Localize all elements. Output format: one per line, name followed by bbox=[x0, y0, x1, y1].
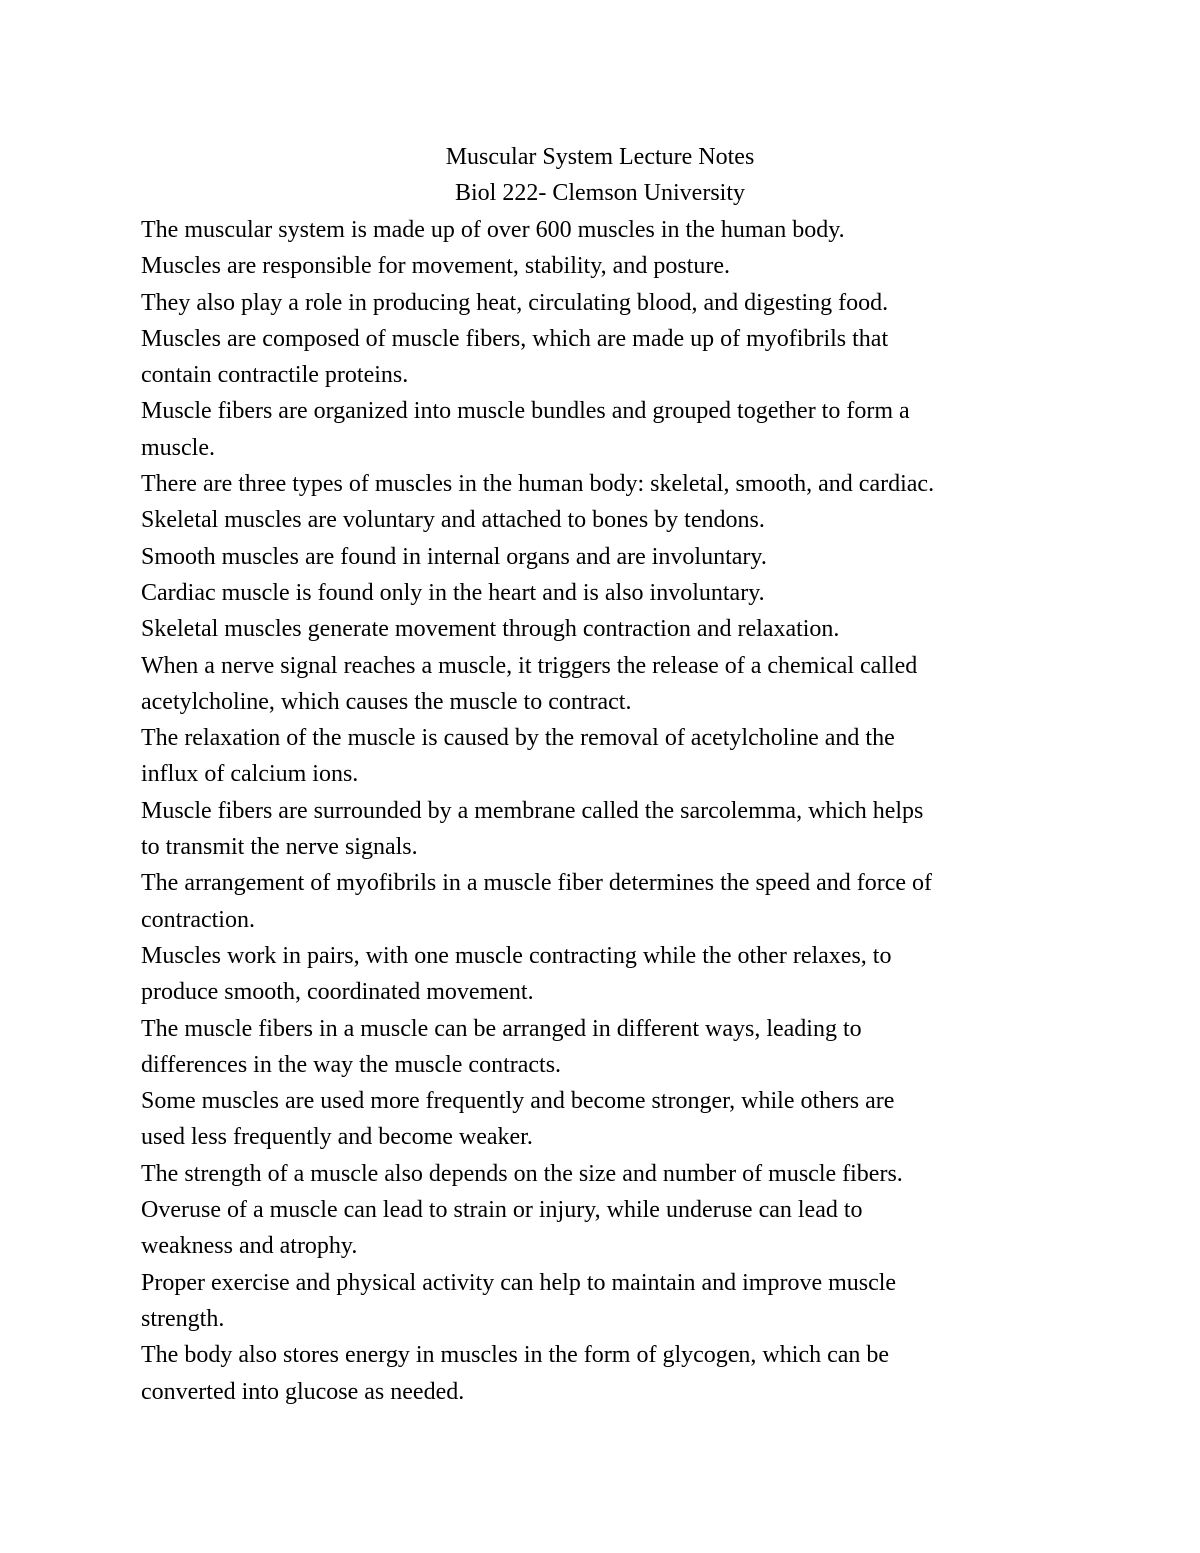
body-text-line: Muscles work in pairs, with one muscle contracting while the other relaxes, to bbox=[141, 942, 892, 969]
body-text-line: When a nerve signal reaches a muscle, it triggers the release of a chemical called bbox=[141, 652, 918, 679]
body-text-line: There are three types of muscles in the human body: skeletal, smooth, and cardiac. bbox=[141, 471, 935, 498]
body-text-line: produce smooth, coordinated movement. bbox=[141, 979, 534, 1006]
body-text-line: The muscle fibers in a muscle can be arranged in different ways, leading to bbox=[141, 1015, 862, 1042]
body-text-line: used less frequently and become weaker. bbox=[141, 1124, 533, 1151]
body-text-line: Muscles are composed of muscle fibers, which are made up of myofibrils that bbox=[141, 325, 889, 352]
body-text-line: contain contractile proteins. bbox=[141, 362, 409, 389]
body-text-line: Cardiac muscle is found only in the heart and is also involuntary. bbox=[141, 579, 765, 606]
body-text-line: contraction. bbox=[141, 906, 255, 933]
document-subtitle: Biol 222- Clemson University bbox=[455, 180, 745, 207]
body-text-line: differences in the way the muscle contracts. bbox=[141, 1051, 562, 1078]
body-text-line: Smooth muscles are found in internal organs and are involuntary. bbox=[141, 543, 767, 570]
body-text-line: The strength of a muscle also depends on the size and number of muscle fibers. bbox=[141, 1160, 903, 1187]
body-text-line: Some muscles are used more frequently and become stronger, while others are bbox=[141, 1088, 895, 1115]
body-text-line: muscle. bbox=[141, 434, 215, 461]
document-body bbox=[141, 212, 1061, 1410]
body-text-line: weakness and atrophy. bbox=[141, 1233, 358, 1260]
body-text-line: They also play a role in producing heat, circulating blood, and digesting food. bbox=[141, 289, 889, 316]
body-text-line: Skeletal muscles are voluntary and attached to bones by tendons. bbox=[141, 507, 765, 534]
document-header bbox=[0, 139, 1200, 212]
body-text-line: acetylcholine, which causes the muscle to contract. bbox=[141, 688, 632, 715]
body-text-line: converted into glucose as needed. bbox=[141, 1378, 465, 1405]
body-text-line: influx of calcium ions. bbox=[141, 761, 359, 788]
body-text-line: The muscular system is made up of over 600 muscles in the human body. bbox=[141, 217, 845, 243]
body-text-line: The arrangement of myofibrils in a muscle fiber determines the speed and force of bbox=[141, 870, 933, 897]
body-text-line: Proper exercise and physical activity can help to maintain and improve muscle bbox=[141, 1269, 897, 1296]
body-text-line: The body also stores energy in muscles in the form of glycogen, which can be bbox=[141, 1342, 890, 1369]
body-text-line: Muscle fibers are organized into muscle bundles and grouped together to form a bbox=[141, 398, 910, 425]
body-text-line: Overuse of a muscle can lead to strain or injury, while underuse can lead to bbox=[141, 1197, 863, 1224]
body-text-line: strength. bbox=[141, 1305, 225, 1332]
body-text-line: to transmit the nerve signals. bbox=[141, 834, 418, 861]
document-title: Muscular System Lecture Notes bbox=[445, 144, 755, 170]
body-text-line: Muscles are responsible for movement, stability, and posture. bbox=[141, 253, 730, 280]
body-text-line: Skeletal muscles generate movement through contraction and relaxation. bbox=[141, 616, 840, 643]
body-text-line: The relaxation of the muscle is caused by the removal of acetylcholine and the bbox=[141, 725, 895, 752]
body-text-line: Muscle fibers are surrounded by a membrane called the sarcolemma, which helps bbox=[141, 797, 924, 824]
